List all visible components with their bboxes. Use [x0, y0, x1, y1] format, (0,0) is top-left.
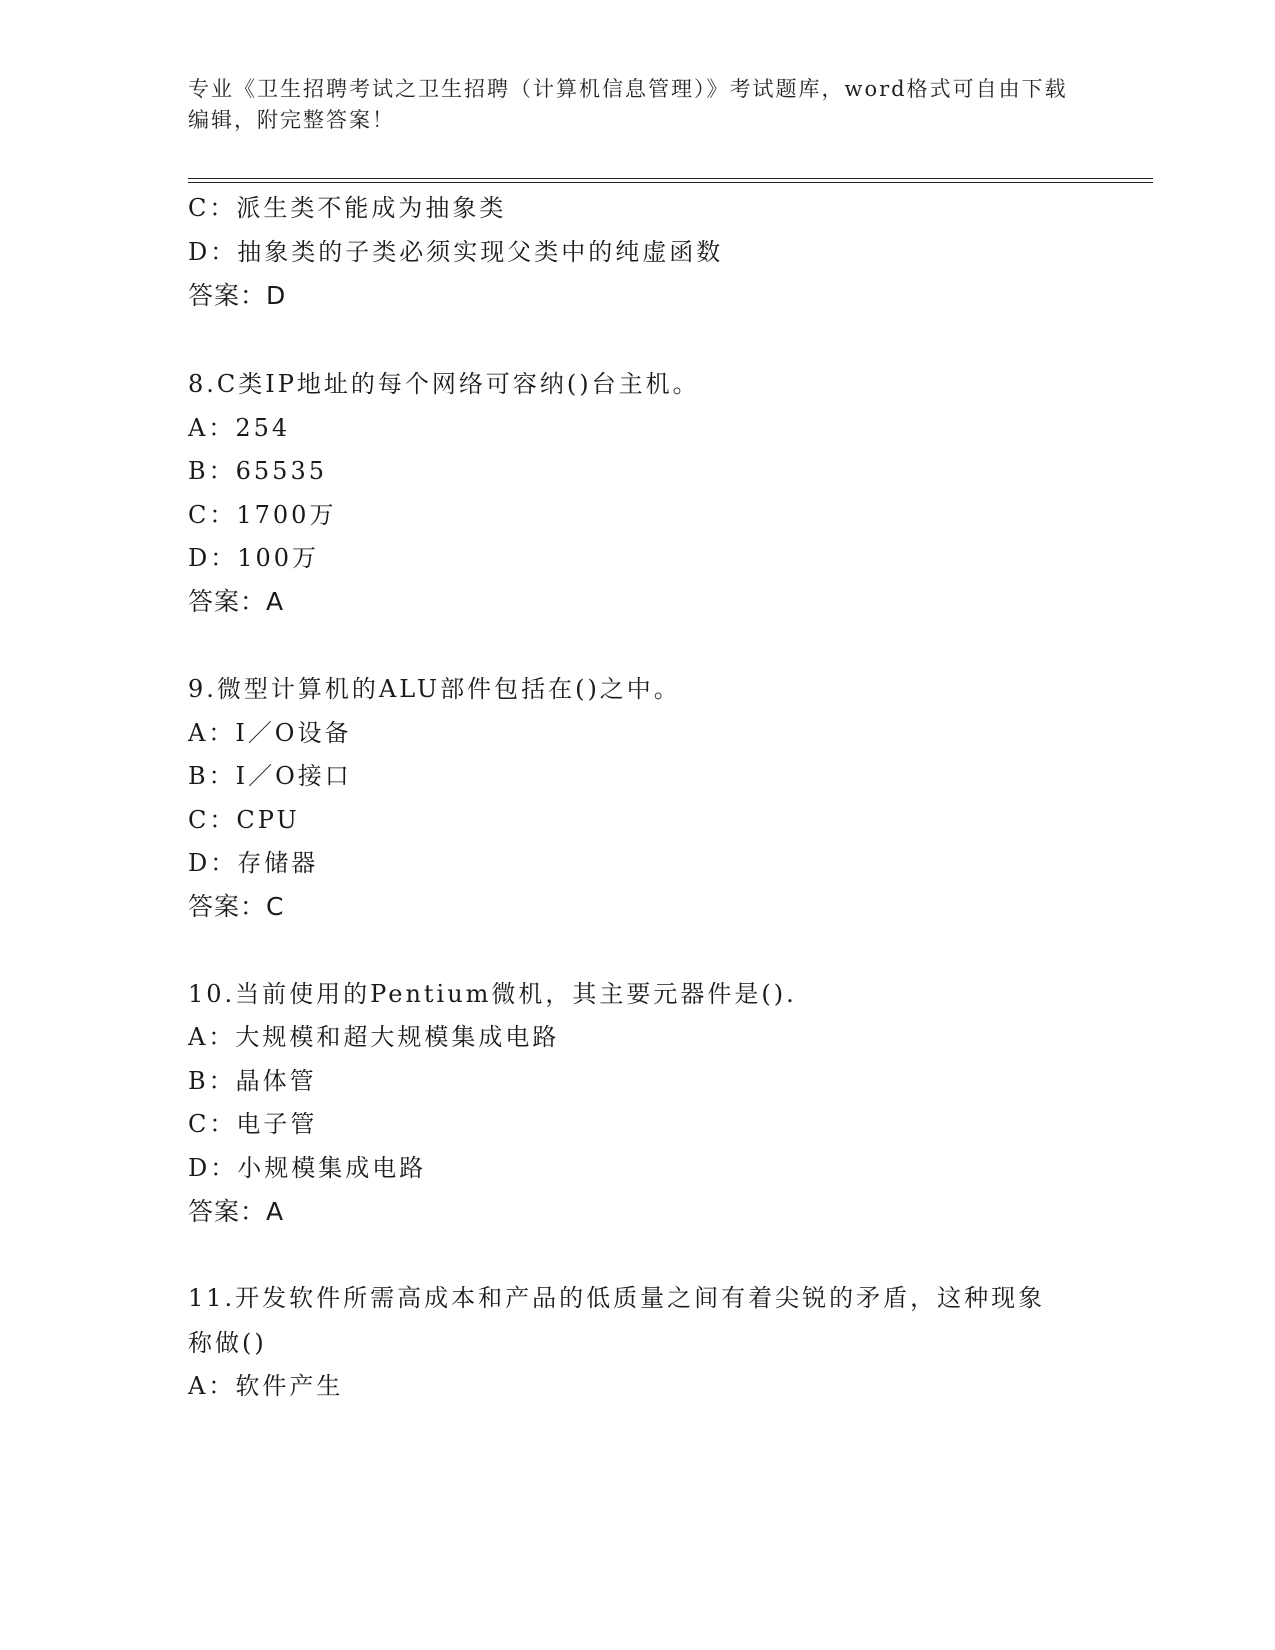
- q8-option-b: B：65535: [188, 457, 327, 485]
- q9-option-d: D：存储器: [188, 849, 319, 877]
- q9-option-c: C：CPU: [188, 806, 300, 834]
- header-divider-bottom: [188, 182, 1153, 183]
- q8-question: 8.C类IP地址的每个网络可容纳()台主机。: [188, 370, 700, 398]
- q9-question: 9.微型计算机的ALU部件包括在()之中。: [188, 675, 681, 703]
- q7-option-c: C：派生类不能成为抽象类: [188, 194, 507, 222]
- q10-question: 10.当前使用的Pentium微机，其主要元器件是().: [188, 980, 797, 1008]
- q8-option-a: A：254: [188, 414, 291, 442]
- q11-question: 11.开发软件所需高成本和产品的低质量之间有着尖锐的矛盾，这种现象称做(): [188, 1284, 1046, 1357]
- document-header: 专业《卫生招聘考试之卫生招聘（计算机信息管理）》考试题库，word格式可自由下载编辑，附完整答案！: [188, 77, 1068, 132]
- q9-answer: 答案：C: [188, 892, 285, 921]
- q9-option-b: B：I／O接口: [188, 762, 352, 790]
- q10-option-c: C：电子管: [188, 1110, 318, 1138]
- header-divider-top: [188, 178, 1153, 179]
- q7-answer: 答案：D: [188, 281, 287, 310]
- q10-option-a: A：大规模和超大规模集成电路: [188, 1023, 560, 1051]
- q10-option-d: D：小规模集成电路: [188, 1154, 427, 1182]
- q8-answer: 答案：A: [188, 587, 285, 616]
- q11-option-a: A：软件产生: [188, 1372, 344, 1400]
- q7-option-d: D：抽象类的子类必须实现父类中的纯虚函数: [188, 238, 724, 266]
- q9-option-a: A：I／O设备: [188, 719, 352, 747]
- q10-answer: 答案：A: [188, 1197, 285, 1226]
- q10-option-b: B：晶体管: [188, 1067, 317, 1095]
- q8-option-d: D：100万: [188, 544, 320, 572]
- q8-option-c: C：1700万: [188, 501, 337, 529]
